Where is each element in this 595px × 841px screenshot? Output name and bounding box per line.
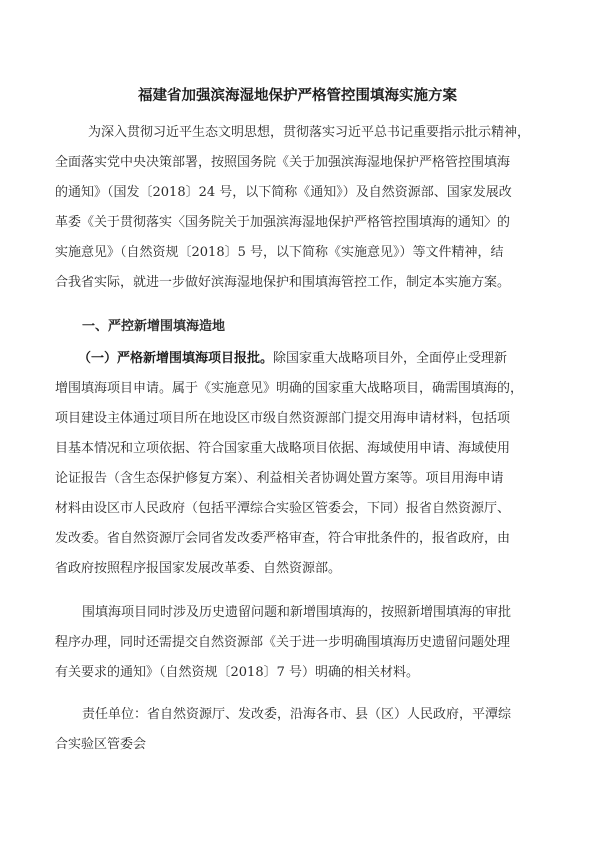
para2-line-3: 有关要求的通知》（自然资规〔2018〕7 号）明确的相关材料。 [55,665,419,680]
sub1-line-3: 项目建设主体通过项目所在地设区市级自然资源部门提交用海申请材料，包括项 [55,411,511,426]
intro-line-1: 为深入贯彻习近平生态文明思想，贯彻落实习近平总书记重要指示批示精神， [88,125,531,140]
document-title: 福建省加强滨海湿地保护严格管控围填海实施方案 [138,88,457,104]
para2-line-1: 围填海项目同时涉及历史遗留问题和新增围填海的，按照新增围填海的审批 [82,605,512,620]
sub1-line-2: 增围填海项目申请。属于《实施意见》明确的国家重大战略项目，确需围填海的， [55,381,524,396]
responsibility-line-2: 合实验区管委会 [55,737,147,752]
intro-line-5: 实施意见》（自然资规〔2018〕5 号，以下简称《实施意见》）等文件精神，结 [55,245,504,260]
sub1-line-7: 发改委。省自然资源厅会同省发改委严格审查，符合审批条件的，报省政府，由 [55,531,511,546]
sub1-line-1: 除国家重大战略项目外，全面停止受理新 [273,351,508,366]
sub1-first-line [78,350,507,368]
responsibility-line-1: 责任单位：省自然资源厅、发改委，沿海各市、县（区）人民政府，平潭综 [82,707,512,722]
intro-line-4: 革委《关于贯彻落实〈国务院关于加强滨海湿地保护严格管控围填海的通知〉的 [55,215,511,230]
sub1-heading: （一）严格新增围填海项目报批。 [78,351,274,366]
sub1-line-6: 材料由设区市人民政府（包括平潭综合实验区管委会，下同）报省自然资源厅、 [55,501,511,516]
sub1-line-4: 目基本情况和立项依据、符合国家重大战略项目依据、海域使用申请、海域使用 [55,441,511,456]
section-heading: 一、严控新增围填海造地 [82,319,226,334]
sub1-line-8: 省政府按照程序报国家发展改革委、自然资源部。 [55,561,342,576]
intro-line-3: 的通知》（国发〔2018〕24 号，以下简称《通知》）及自然资源部、国家发展改 [55,185,512,200]
para2-line-2: 程序办理，同时还需提交自然资源部《关于进一步明确围填海历史遗留问题处理 [55,635,511,650]
sub1-line-5: 论证报告（含生态保护修复方案）、利益相关者协调处置方案等。项目用海申请 [55,471,504,486]
intro-line-6: 合我省实际，就进一步做好滨海湿地保护和围填海管控工作，制定本实施方案。 [55,275,511,290]
intro-line-2: 全面落实党中央决策部署，按照国务院《关于加强滨海湿地保护严格管控围填海 [55,155,511,170]
